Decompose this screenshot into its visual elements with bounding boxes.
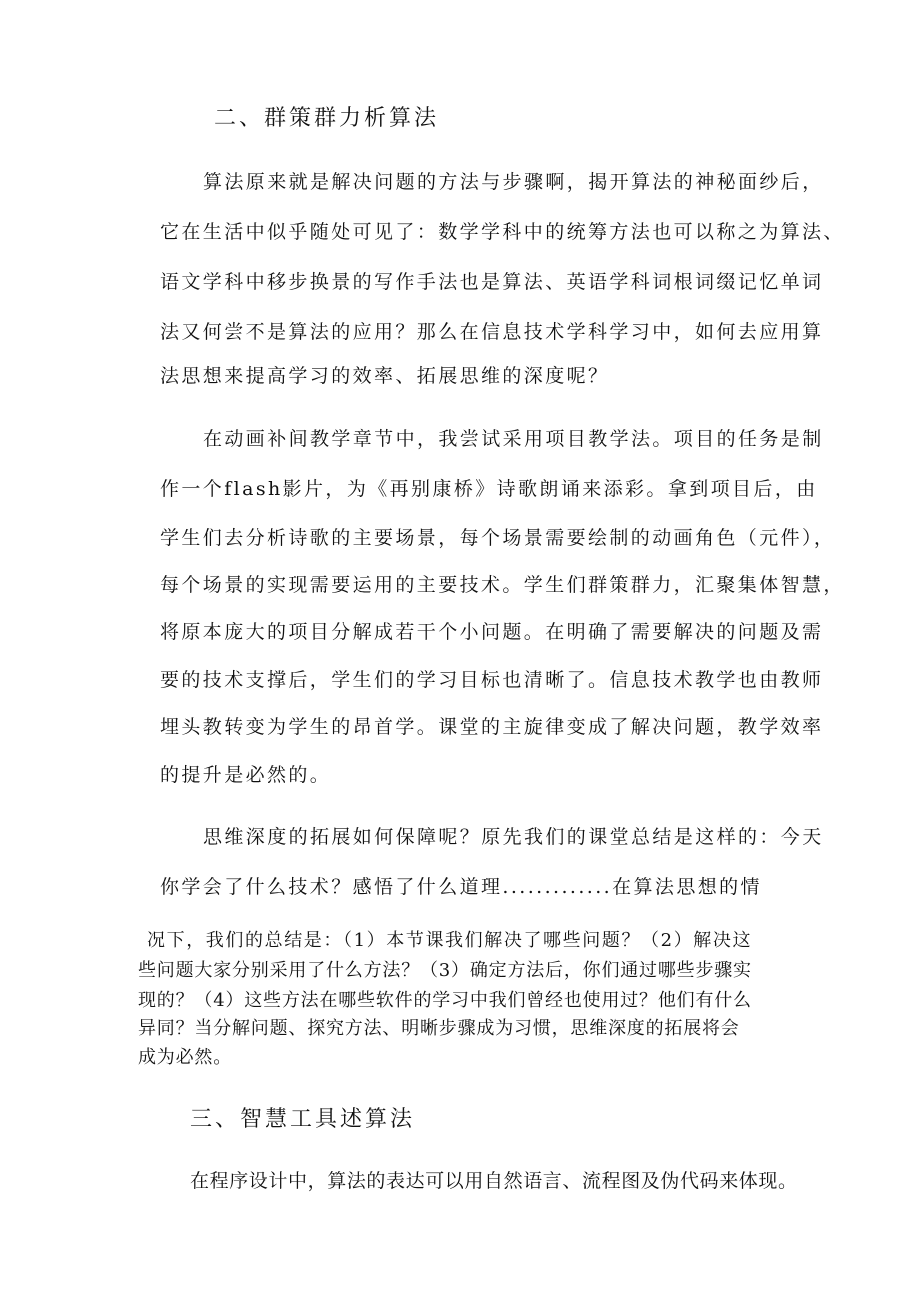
paragraph-line: 况下，我们的总结是：（1）本节课我们解决了哪些问题？（2）解决这 — [147, 930, 753, 951]
paragraph-line: 法又何尝不是算法的应用？那么在信息技术学科学习中，如何去应用算 — [160, 321, 824, 343]
paragraph-line: 算法原来就是解决问题的方法与步骤啊，揭开算法的神秘面纱后， — [203, 171, 824, 193]
paragraph-line: 在动画补间教学章节中，我尝试采用项目教学法。项目的任务是制 — [203, 428, 824, 450]
section-heading-3: 三、智慧工具述算法 — [190, 1107, 416, 1132]
paragraph-line: 现的？（4）这些方法在哪些软件的学习中我们曾经也使用过？他们有什么 — [138, 990, 752, 1011]
paragraph-line: 作一个flash影片，为《再别康桥》诗歌朗诵来添彩。拿到项目后，由 — [160, 478, 818, 500]
paragraph-line: 你学会了什么技术？感悟了什么道理.............在算法思想的情 — [160, 876, 762, 898]
paragraph-line: 异同？当分解问题、探究方法、明晰步骤成为习惯，思维深度的拓展将会 — [138, 1018, 740, 1039]
paragraph-line: 些问题大家分别采用了什么方法？（3）确定方法后，你们通过哪些步骤实 — [138, 960, 752, 981]
paragraph-line: 在程序设计中，算法的表达可以用自然语言、流程图及伪代码来体现。 — [190, 1170, 798, 1192]
paragraph-line: 每个场景的实现需要运用的主要技术。学生们群策群力，汇聚集体智慧， — [160, 574, 845, 596]
paragraph-line: 成为必然。 — [138, 1047, 232, 1068]
paragraph-line: 学生们去分析诗歌的主要场景，每个场景需要绘制的动画角色（元件）， — [160, 527, 836, 549]
paragraph-line: 的提升是必然的。 — [160, 764, 332, 786]
paragraph-line: 要的技术支撑后，学生们的学习目标也清晰了。信息技术教学也由教师 — [160, 669, 824, 691]
paragraph-line: 它在生活中似乎随处可见了：数学学科中的统筹方法也可以称之为算法、 — [160, 221, 845, 243]
paragraph-line: 语文学科中移步换景的写作手法也是算法、英语学科词根词缀记忆单词 — [160, 271, 824, 293]
paragraph-line: 埋头教转变为学生的昂首学。课堂的主旋律变成了解决问题，教学效率 — [160, 716, 824, 738]
paragraph-line: 将原本庞大的项目分解成若干个小问题。在明确了需要解决的问题及需 — [160, 621, 824, 643]
paragraph-line: 思维深度的拓展如何保障呢？原先我们的课堂总结是这样的：今天 — [203, 826, 824, 848]
section-heading-2: 二、群策群力析算法 — [214, 106, 440, 131]
paragraph-line: 法思想来提高学习的效率、拓展思维的深度呢？ — [160, 365, 610, 387]
